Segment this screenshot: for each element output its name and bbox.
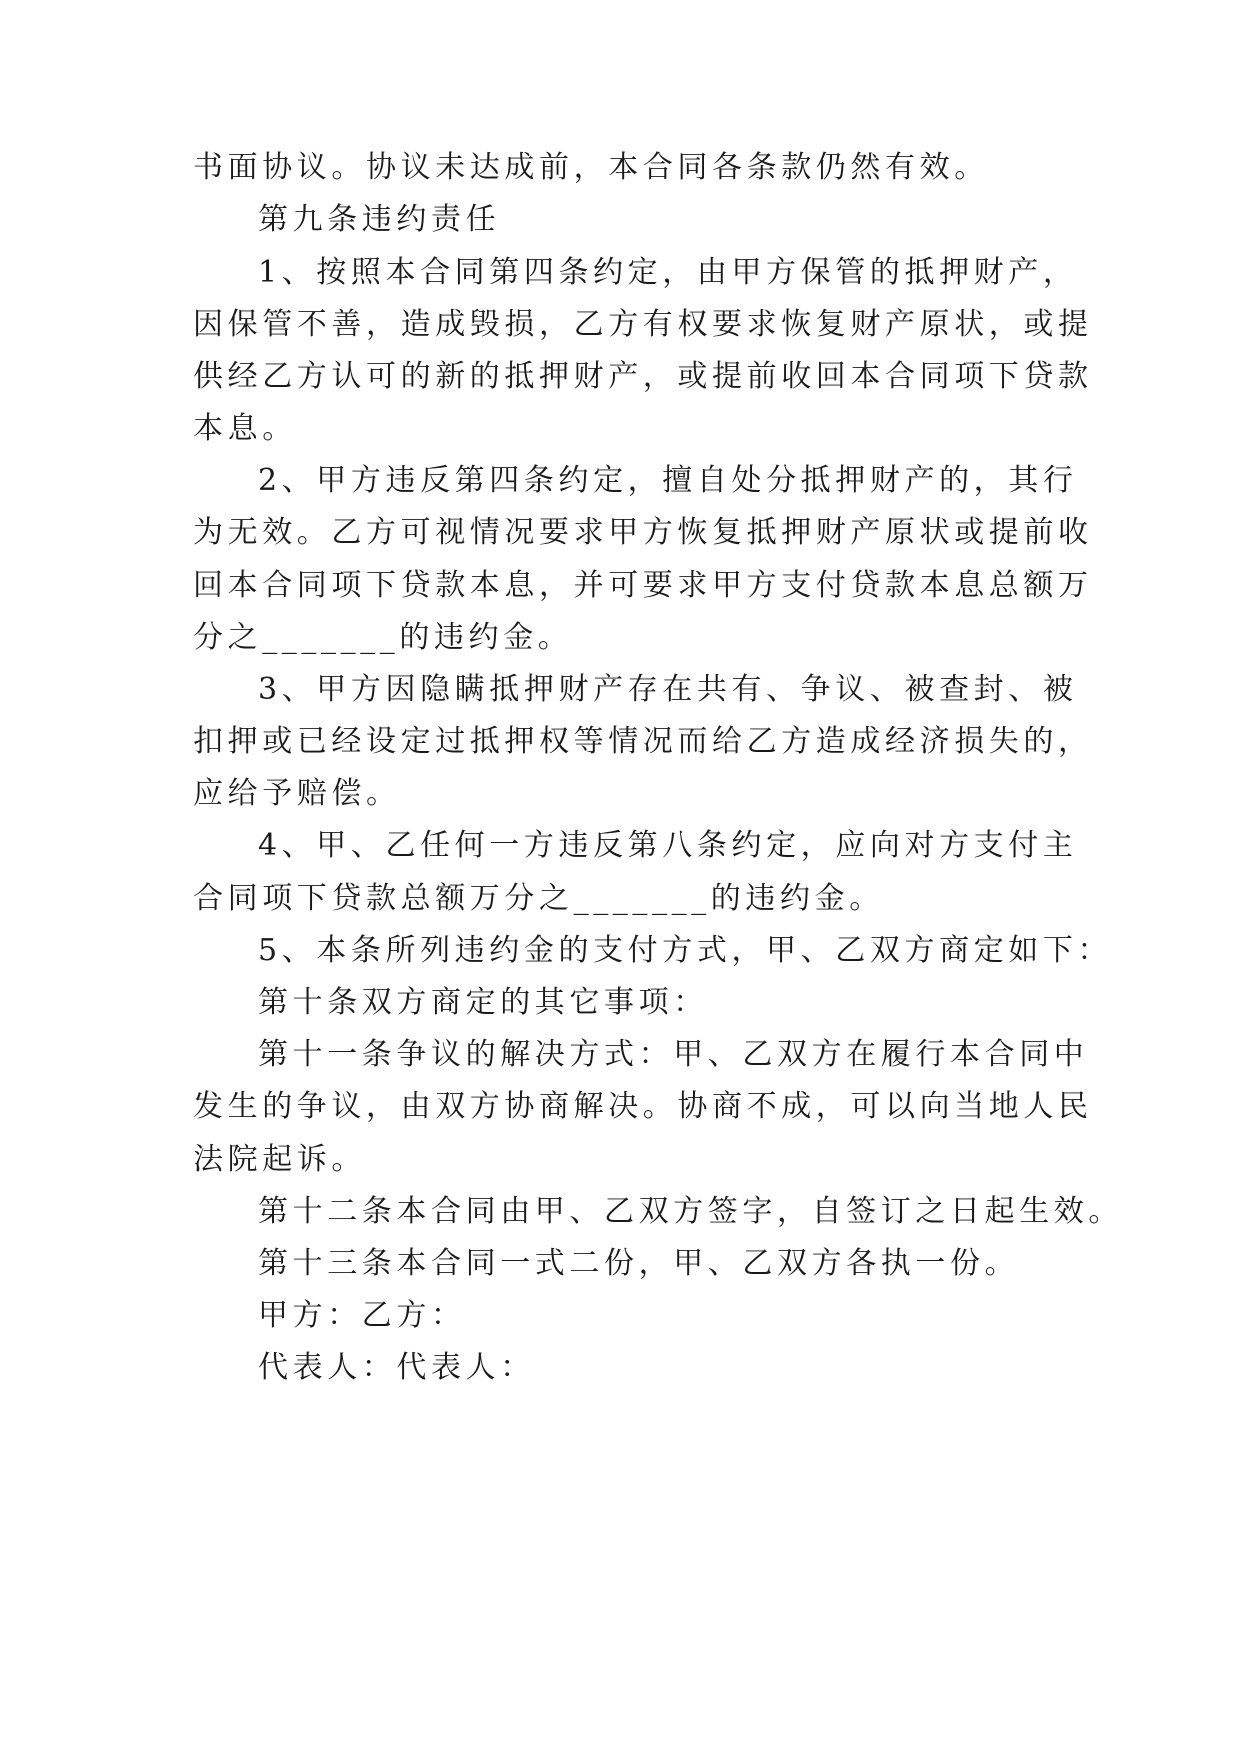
text-line: 合同项下贷款总额万分之_______的违约金。: [193, 881, 884, 916]
representative-signature-line: 代表人：代表人：: [258, 1350, 535, 1385]
text-line: 2、甲方违反第四条约定，擅自处分抵押财产的，其行: [258, 463, 1078, 498]
article-10-heading: 第十条双方商定的其它事项：: [258, 985, 708, 1020]
text-line: 书面协议。协议未达成前，本合同各条款仍然有效。: [193, 150, 989, 185]
text-line: 扣押或已经设定过抵押权等情况而给乙方造成经济损失的，: [193, 724, 1093, 759]
text-line: 供经乙方认可的新的抵押财产，或提前收回本合同项下贷款: [193, 359, 1093, 394]
party-signature-line: 甲方：乙方：: [258, 1298, 466, 1333]
text-line: 为无效。乙方可视情况要求甲方恢复抵押财产原状或提前收: [193, 515, 1093, 550]
text-line: 应给予赔偿。: [193, 776, 401, 811]
text-line: 3、甲方因隐瞒抵押财产存在共有、争议、被查封、被: [258, 672, 1078, 707]
article-9-heading: 第九条违约责任: [258, 202, 501, 237]
article-11-heading: 第十一条争议的解决方式：甲、乙双方在履行本合同中: [258, 1037, 1089, 1072]
article-13-heading: 第十三条本合同一式二份，甲、乙双方各执一份。: [258, 1246, 1020, 1281]
text-line: 分之_______的违约金。: [193, 620, 573, 655]
article-12-heading: 第十二条本合同由甲、乙双方签字，自签订之日起生效。: [258, 1194, 1123, 1229]
text-line: 发生的争议，由双方协商解决。协商不成，可以向当地人民: [193, 1089, 1093, 1124]
text-line: 1、按照本合同第四条约定，由甲方保管的抵押财产，: [258, 255, 1078, 290]
text-line: 回本合同项下贷款本息，并可要求甲方支付贷款本息总额万: [193, 568, 1093, 603]
text-line: 法院起诉。: [193, 1142, 366, 1177]
text-line: 本息。: [193, 411, 297, 446]
text-line: 4、甲、乙任何一方违反第八条约定，应向对方支付主: [258, 828, 1078, 863]
text-line: 5、本条所列违约金的支付方式，甲、乙双方商定如下：: [258, 933, 1113, 968]
text-line: 因保管不善，造成毁损，乙方有权要求恢复财产原状，或提: [193, 307, 1093, 342]
